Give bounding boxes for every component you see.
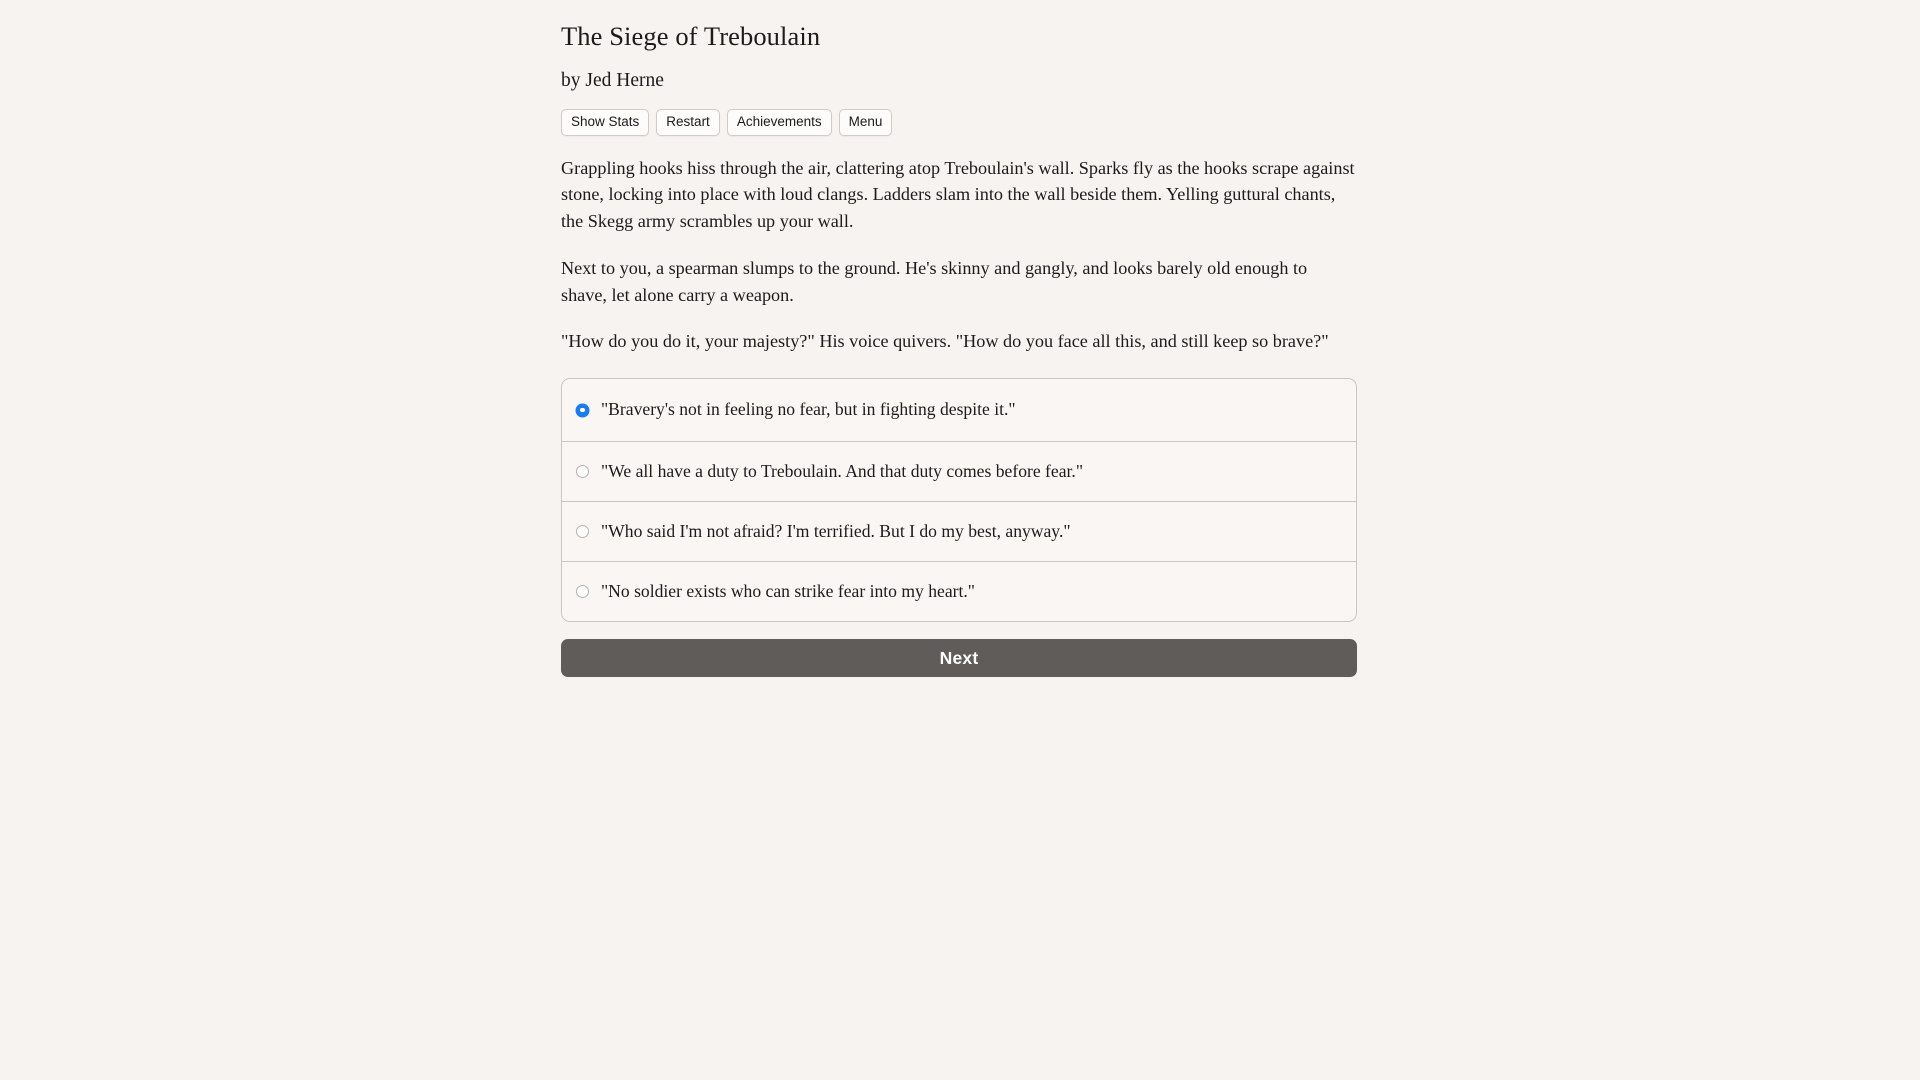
story-paragraph: "How do you do it, your majesty?" His voice quivers. "How do you face all this, and still keep so brave?" bbox=[561, 331, 1329, 352]
next-button[interactable]: Next bbox=[561, 639, 1357, 677]
choice-label: "Bravery's not in feeling no fear, but in fighting despite it." bbox=[601, 399, 1016, 420]
choice-option[interactable] bbox=[562, 501, 1356, 561]
content-column bbox=[561, 0, 1357, 677]
choice-option[interactable] bbox=[562, 441, 1356, 501]
choice-label: "No soldier exists who can strike fear into my heart." bbox=[601, 580, 975, 601]
toolbar bbox=[561, 109, 1357, 136]
story-text bbox=[561, 155, 1357, 356]
story-paragraph: Grappling hooks hiss through the air, clattering atop Treboulain's wall. Sparks fly as the hooks scrape against stone, locking into place with loud clangs. Ladders slam into the wall beside them. Yelling guttural chants, the Skegg army scrambles up your wall. bbox=[561, 157, 1355, 232]
restart-button[interactable]: Restart bbox=[656, 109, 720, 136]
radio-button-icon[interactable] bbox=[576, 404, 589, 417]
choice-label: "We all have a duty to Treboulain. And that duty comes before fear." bbox=[601, 460, 1083, 481]
page-title: The Siege of Treboulain bbox=[561, 21, 821, 51]
show-stats-button[interactable]: Show Stats bbox=[561, 109, 649, 136]
choice-list bbox=[561, 378, 1357, 622]
choice-option[interactable] bbox=[562, 379, 1356, 441]
achievements-button[interactable]: Achievements bbox=[727, 109, 832, 136]
author-byline: by Jed Herne bbox=[561, 69, 664, 91]
choice-label: "Who said I'm not afraid? I'm terrified. But I do my best, anyway." bbox=[601, 520, 1071, 541]
choice-option[interactable] bbox=[562, 561, 1356, 621]
radio-button-icon[interactable] bbox=[576, 465, 589, 478]
radio-button-icon[interactable] bbox=[576, 585, 589, 598]
menu-button[interactable]: Menu bbox=[839, 109, 893, 136]
radio-button-icon[interactable] bbox=[576, 525, 589, 538]
story-paragraph: Next to you, a spearman slumps to the ground. He's skinny and gangly, and looks barely old enough to shave, let alone carry a weapon. bbox=[561, 257, 1308, 305]
